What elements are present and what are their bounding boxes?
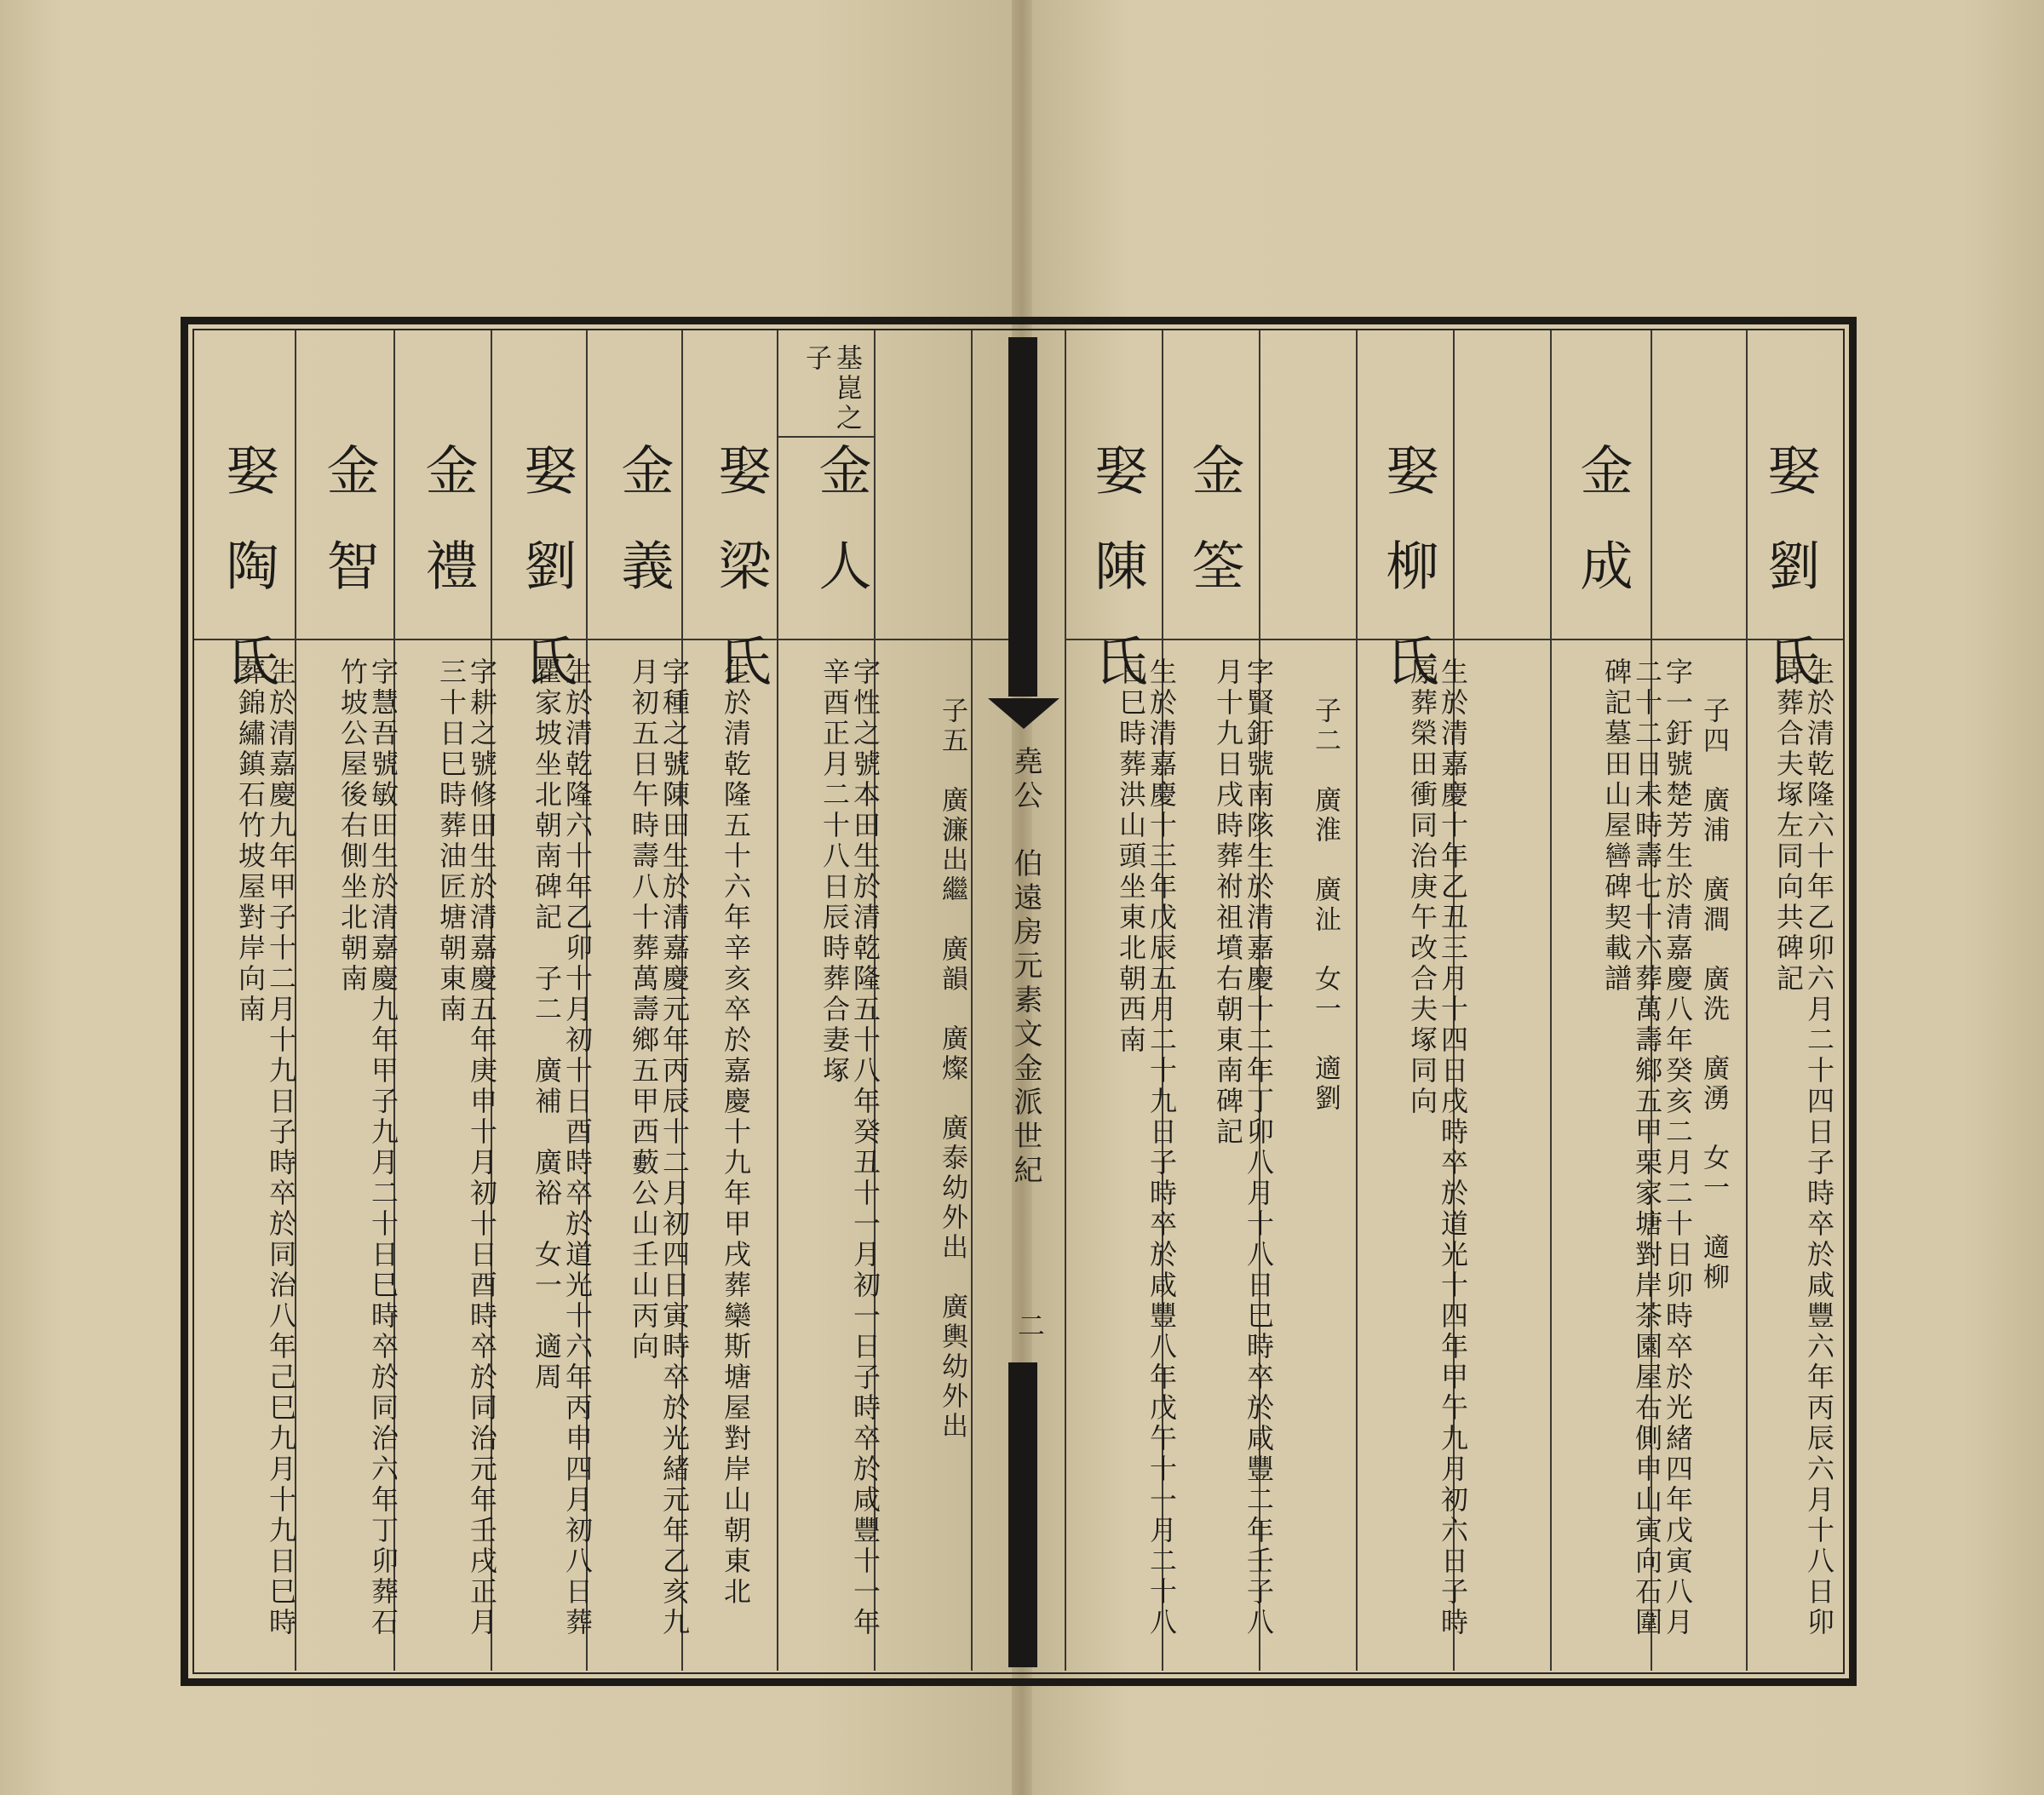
- section-rule: [194, 639, 1012, 640]
- person-record: 生於清嘉慶十三年戊辰五月二十九日子時卒於咸豐八年戊午十一月二十八日巳時葬洪山頭坐東北朝西南: [1115, 657, 1178, 1638]
- person-record: 字耕之號修田生於清嘉慶五年庚申十月初十日酉時卒於同治元年壬戌正月三十日巳時葬油匠塘朝東南: [435, 657, 498, 1638]
- children-record: 子五 廣濂出繼 廣韻 廣燦 廣泰幼外出 廣輿幼外出: [937, 697, 967, 1442]
- fishtail-bar-top: [1008, 337, 1037, 697]
- person-record: 字性之號本田生於清乾隆五十八年癸丑十一月初一日子時卒於咸豐十一年辛酉正月二十八日辰時葬合妻塚: [818, 657, 881, 1638]
- person-record: 字種之號陳田生於清嘉慶元年丙辰十二月初四日寅時卒於光緒元年乙亥九月初五日午時壽八十葬萬壽鄉五甲西藪公山壬山丙向: [628, 657, 691, 1638]
- person-name: 娶陳氏: [1086, 443, 1148, 729]
- person-record: 字賢釪號南陔生於清嘉慶十二年丁卯八月十八日巳時卒於咸豐二年壬子八月十九日戌時葬祔祖墳右朝東南碑記: [1212, 657, 1275, 1638]
- person-record: 字一釪號楚芳生於清嘉慶八年癸亥二月二十日卯時卒於光緒四年戊寅八月二十二日未時壽七十六葬萬壽鄉五甲栗家塘對岸茶園屋右側申山寅向石圍碑記墓田山屋㘘碑契載譜: [1600, 657, 1694, 1638]
- person-name: 金智: [318, 443, 380, 634]
- section-rule: [1065, 639, 1843, 640]
- person-name: 金義: [612, 443, 675, 634]
- person-record: 生於清乾隆五十六年辛亥卒於嘉慶十九年甲戌葬欒斯塘屋對岸山朝東北: [720, 657, 752, 1608]
- person-record: 生於清嘉慶九年甲子十二月十九日子時卒於同治八年己巳九月十九日巳時葬錦繡鎮石竹坡屋對岸向南: [234, 657, 297, 1638]
- person-name: 娶陶氏: [217, 443, 279, 729]
- person-name: 娶柳氏: [1377, 443, 1439, 729]
- center-column-title: 堯公 伯遠房元素文金派世紀: [1008, 746, 1042, 1189]
- person-record: 生於清嘉慶十年乙丑三月十四日戌時卒於道光十四年甲午九月初六日子時原葬榮田衝同治庚午改合夫塚同向: [1406, 657, 1469, 1638]
- person-name: 娶劉氏: [515, 443, 577, 729]
- column-divider: [971, 330, 973, 1671]
- person-record: 字慧吾號敏田生於清嘉慶九年甲子九月二十日巳時卒於同治六年丁卯葬石竹坡公屋後右側坐北朝南: [336, 657, 399, 1638]
- column-divider: [777, 330, 778, 1671]
- person-name: 娶梁氏: [709, 443, 772, 729]
- lineage-note: 基崑之子: [801, 344, 862, 433]
- column-divider: [1746, 330, 1748, 1671]
- children-record: 子四 廣浦 廣澗 廣洗 廣湧 女一 適柳: [1698, 697, 1729, 1293]
- column-divider: [1550, 330, 1552, 1671]
- fishtail-mark: [988, 698, 1059, 729]
- person-name: 金筌: [1183, 443, 1245, 634]
- children-record: 子二 廣淮 廣沚 女一 適劉: [1310, 697, 1341, 1114]
- person-name: 金成: [1571, 443, 1633, 634]
- person-name: 娶劉氏: [1759, 443, 1821, 729]
- column-divider: [1356, 330, 1358, 1671]
- person-name: 金人: [810, 443, 872, 634]
- column-divider: [1065, 330, 1066, 1671]
- page-number: 二: [1013, 1311, 1046, 1339]
- person-name: 金禮: [416, 443, 479, 634]
- fishtail-bar-bottom: [1008, 1362, 1037, 1667]
- person-record: 生於清乾隆六十年乙卯六月二十四日子時卒於咸豐六年丙辰六月十八日卯時葬合夫塚左同向共碑記: [1772, 657, 1835, 1638]
- person-record: 生於清乾隆六十年乙卯十月初十日酉時卒於道光十六年丙申四月初八日葬瞿家坡坐北朝南碑記 子二 廣補 廣裕 女一 適周: [531, 657, 594, 1638]
